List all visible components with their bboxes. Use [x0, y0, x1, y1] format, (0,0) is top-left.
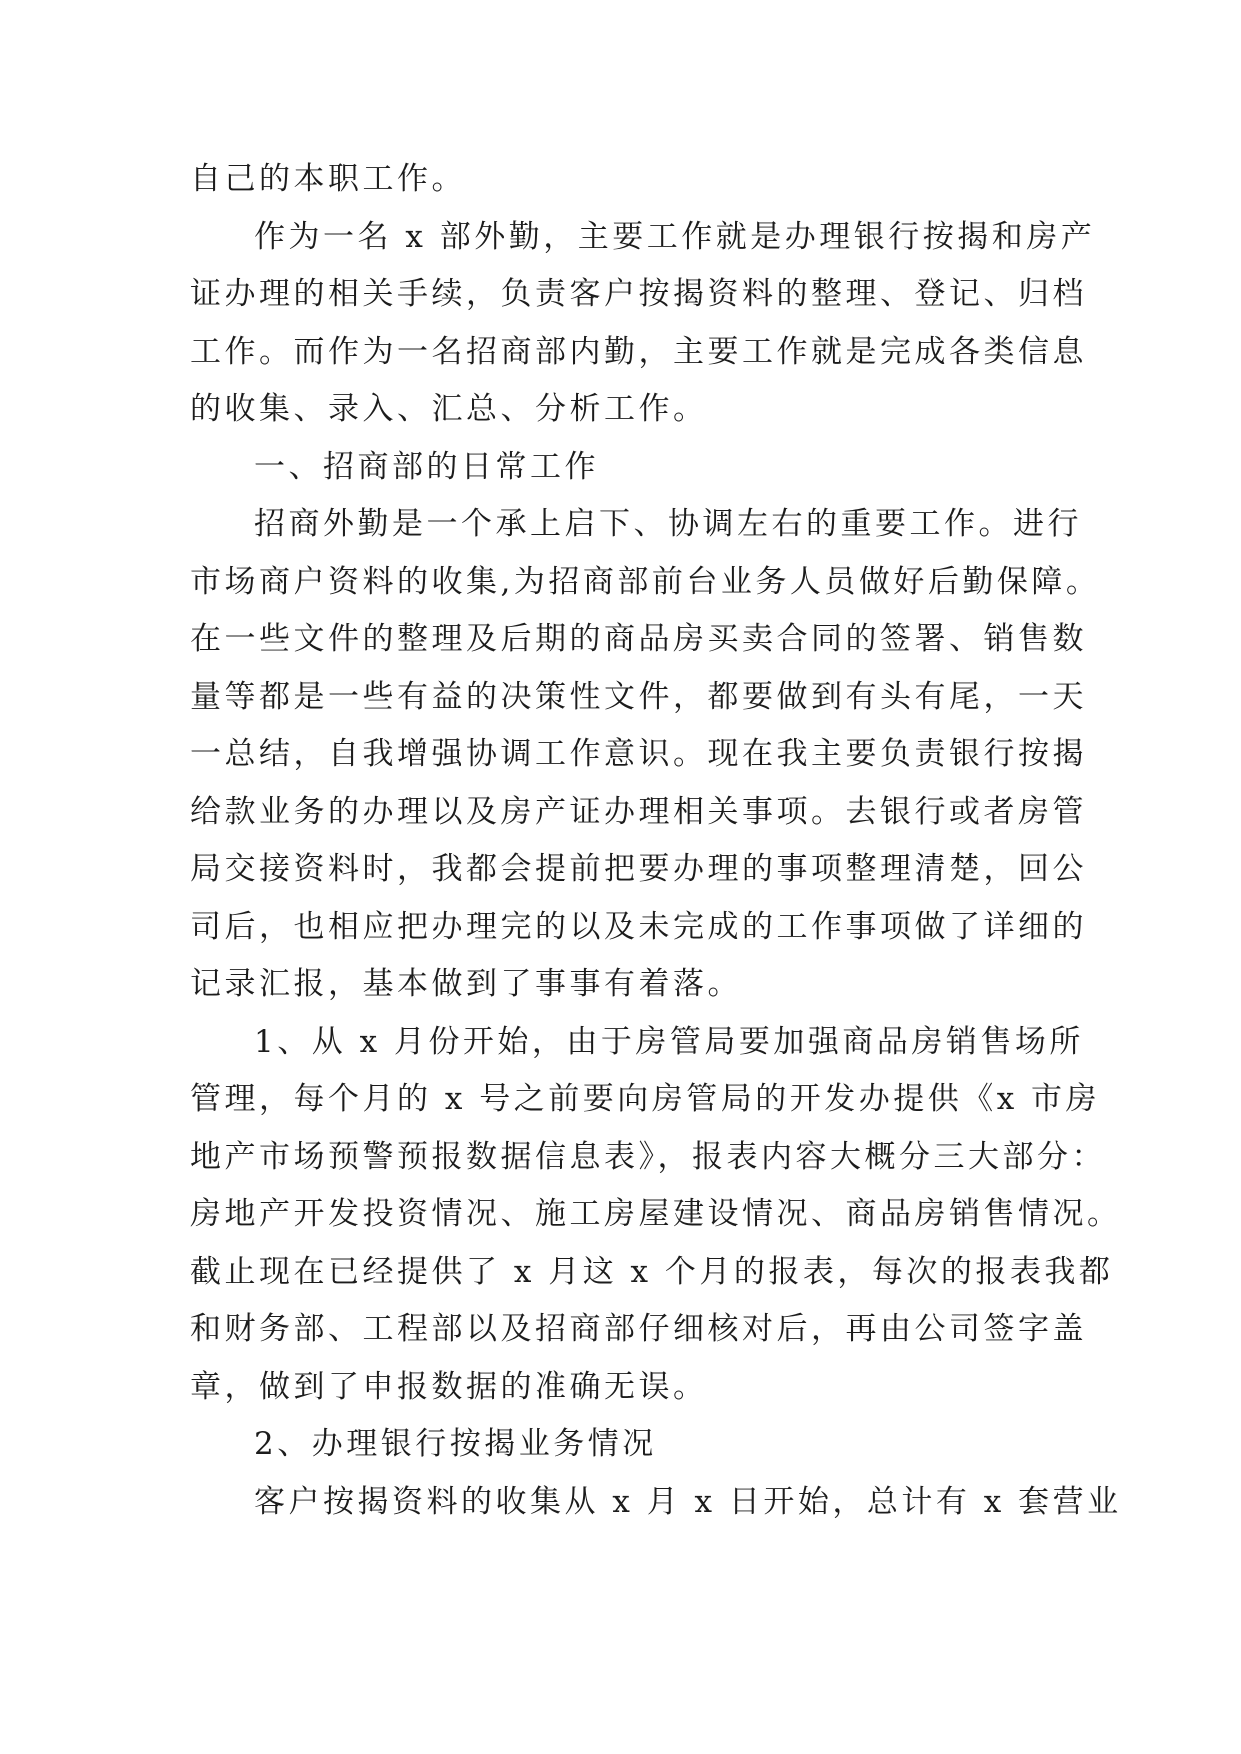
text-line: 一总结，自我增强协调工作意识。现在我主要负责银行按揭 [190, 736, 1087, 772]
text-line: 房地产开发投资情况、施工房屋建设情况、商品房销售情况。 [190, 1196, 1122, 1232]
section-heading: 一、招商部的日常工作 [254, 448, 599, 485]
document-body [190, 151, 1122, 1531]
text-line: 量等都是一些有益的决策性文件，都要做到有头有尾，一天 [190, 678, 1087, 715]
text-line: 在一些文件的整理及后期的商品房买卖合同的签署、销售数 [190, 621, 1087, 657]
text-line: 证办理的相关手续，负责客户按揭资料的整理、登记、归档 [190, 276, 1087, 312]
text-line: 地产市场预警预报数据信息表》，报表内容大概分三大部分： [190, 1138, 1106, 1175]
text-line: 的收集、录入、汇总、分析工作。 [190, 391, 708, 427]
section-heading: 2、办理银行按揭业务情况 [254, 1426, 657, 1462]
text-line: 和财务部、工程部以及招商部仔细核对后，再由公司签字盖 [190, 1311, 1087, 1347]
text-line: 作为一名 x 部外勤，主要工作就是办理银行按揭和房产 [254, 218, 1096, 255]
text-line: 招商外勤是一个承上启下、协调左右的重要工作。进行 [254, 506, 1082, 542]
text-line: 市场商户资料的收集,为招商部前台业务人员做好后勤保障。 [190, 563, 1101, 600]
text-line: 客户按揭资料的收集从 x 月 x 日开始，总计有 x 套营业 [254, 1483, 1122, 1520]
text-line: 1、从 x 月份开始，由于房管局要加强商品房销售场所 [254, 1023, 1084, 1060]
text-line: 局交接资料时，我都会提前把要办理的事项整理清楚，回公 [190, 851, 1087, 887]
text-line: 记录汇报，基本做到了事事有着落。 [190, 966, 742, 1002]
text-line: 管理，每个月的 x 号之前要向房管局的开发办提供《x 市房 [190, 1081, 1101, 1117]
text-line: 工作。而作为一名招商部内勤，主要工作就是完成各类信息 [190, 333, 1087, 370]
text-line: 截止现在已经提供了 x 月这 x 个月的报表，每次的报表我都 [190, 1253, 1114, 1290]
text-line: 司后，也相应把办理完的以及未完成的工作事项做了详细的 [190, 908, 1087, 945]
text-line: 给款业务的办理以及房产证办理相关事项。去银行或者房管 [190, 793, 1087, 830]
text-line: 自己的本职工作。 [190, 161, 466, 197]
text-line: 章，做到了申报数据的准确无误。 [190, 1368, 708, 1405]
